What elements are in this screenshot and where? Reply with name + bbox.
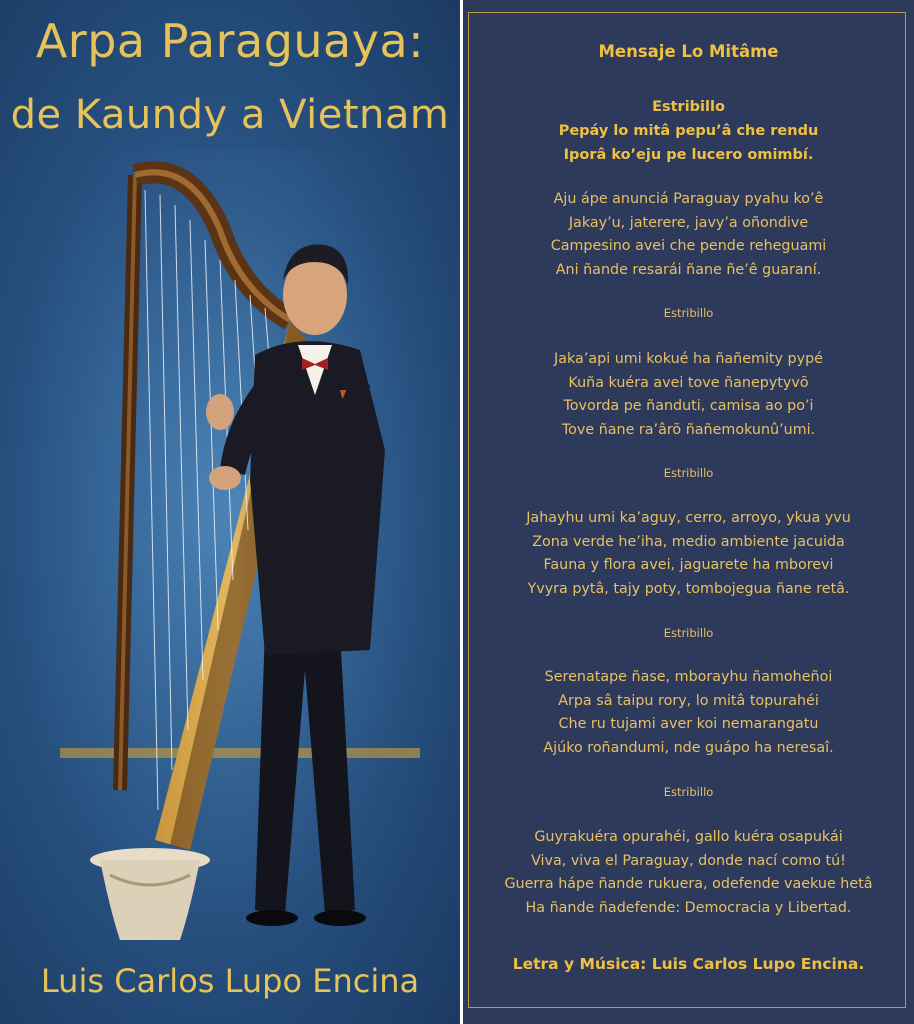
lyric-line: Serenatape ñase, mborayhu ñamoheñoi bbox=[544, 669, 833, 685]
lyric-line: Kuña kuéra avei tove ñanepytyvõ bbox=[568, 374, 809, 391]
lyric-line: Guyrakuéra opurahéi, gallo kuéra osapukái bbox=[534, 829, 843, 845]
lyrics-page bbox=[463, 0, 914, 1024]
cover-title-line1: Arpa Paraguaya: bbox=[35, 14, 425, 68]
lyric-line: Che ru tujami aver koi nemarangatu bbox=[558, 716, 819, 732]
stanza-3 bbox=[463, 507, 914, 601]
chorus-label: Estribillo bbox=[652, 99, 725, 115]
refrain-marker: Estribillo bbox=[663, 466, 714, 480]
lyric-line: Arpa sâ taipu rory, lo mitâ topurahéi bbox=[558, 692, 819, 709]
song-credit: Letra y Música: Luis Carlos Lupo Encina. bbox=[512, 955, 865, 973]
chorus-line: Iporâ ko’eju pe lucero omimbí. bbox=[563, 147, 814, 163]
refrain-marker: Estribillo bbox=[663, 306, 714, 320]
refrain-marker: Estribillo bbox=[663, 785, 714, 799]
lyric-line: Guerra hápe ñande rukuera, odefende vaekue hetâ bbox=[504, 876, 873, 892]
lyric-line: Ani ñande resarái ñane ñe’ê guaraní. bbox=[555, 261, 822, 278]
lyric-line: Fauna y flora avei, jaguarete ha mborevi bbox=[543, 557, 834, 573]
lyric-line: Jaka’api umi kokué ha ñañemity pypé bbox=[554, 351, 823, 367]
cover-title-line2: de Kaundy a Vietnam bbox=[10, 92, 450, 138]
harpist-photo bbox=[40, 150, 440, 950]
lyric-line: Tovorda pe ñanduti, camisa ao po’i bbox=[563, 398, 814, 414]
lyric-line: Campesino avei che pende reheguami bbox=[550, 238, 827, 254]
song-title: Mensaje Lo Mitâme bbox=[598, 42, 779, 61]
lyric-line: Jakay’u, jaterere, javy’a oñondive bbox=[568, 214, 809, 231]
refrain-marker: Estribillo bbox=[663, 626, 714, 640]
lyric-line: Zona verde he’iha, medio ambiente jacuida bbox=[532, 533, 845, 550]
lyric-line: Aju ápe anunciá Paraguay pyahu ko’ê bbox=[553, 191, 824, 207]
stanza-4 bbox=[463, 666, 914, 760]
lyric-line: Viva, viva el Paraguay, donde nací como tú! bbox=[531, 852, 846, 869]
lyric-line: Jahayhu umi ka’aguy, cerro, arroyo, ykua yvu bbox=[526, 510, 851, 526]
lyric-line: Ha ñande ñadefende: Democracia y Libertad. bbox=[525, 899, 852, 916]
stanza-1 bbox=[463, 188, 914, 282]
stanza-5 bbox=[463, 826, 914, 920]
stanza-2 bbox=[463, 348, 914, 442]
chorus-line: Pepáy lo mitâ pepu’â che rendu bbox=[558, 123, 819, 139]
lyric-line: Yvyra pytâ, tajy poty, tombojegua ñane retâ. bbox=[527, 580, 850, 597]
lyric-line: Tove ñane ra’ârõ ñañemokunû’umi. bbox=[561, 421, 816, 438]
cover-author: Luis Carlos Lupo Encina bbox=[40, 962, 420, 1000]
chorus-block bbox=[463, 95, 914, 167]
lyric-line: Ajúko roñandumi, nde guápo ha neresaî. bbox=[543, 739, 834, 756]
